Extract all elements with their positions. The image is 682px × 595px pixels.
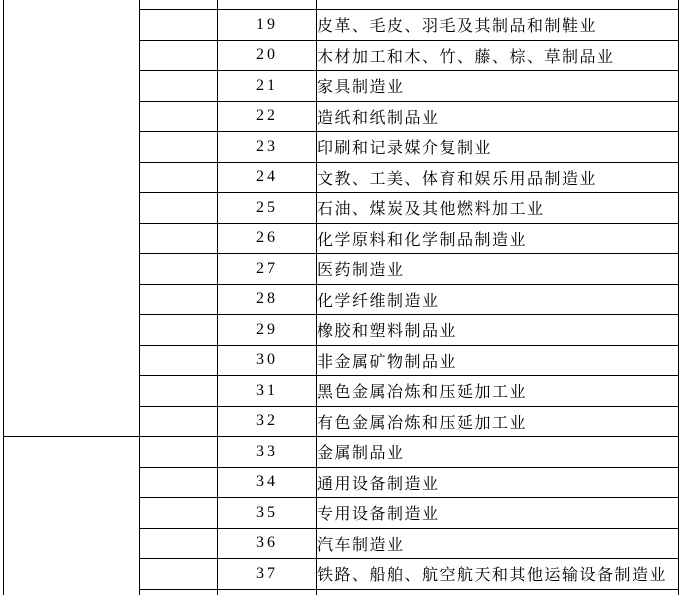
code-cell: 29 (218, 315, 317, 346)
industry-cell: 皮革、毛皮、羽毛及其制品和制鞋业 (317, 10, 679, 41)
code-cell: 27 (218, 254, 317, 285)
industry-classification-table (3, 0, 679, 595)
code-cell: 35 (218, 498, 317, 529)
industry-cell: 家具制造业 (317, 71, 679, 102)
spacer-cell (140, 40, 218, 71)
code-cell: 32 (218, 406, 317, 437)
code-cell: 21 (218, 71, 317, 102)
spacer-cell (140, 376, 218, 407)
industry-cell: 化学原料和化学制品制造业 (317, 223, 679, 254)
industry-cell (317, 0, 679, 10)
industry-cell: 医药制造业 (317, 254, 679, 285)
spacer-cell (140, 589, 218, 595)
industry-cell: 专用设备制造业 (317, 498, 679, 529)
industry-cell: 汽车制造业 (317, 528, 679, 559)
code-cell: 22 (218, 101, 317, 132)
group-cell-section-2 (4, 437, 140, 595)
code-cell: 28 (218, 284, 317, 315)
code-cell (218, 589, 317, 595)
spacer-cell (140, 223, 218, 254)
spacer-cell (140, 254, 218, 285)
code-cell: 26 (218, 223, 317, 254)
industry-cell: 橡胶和塑料制品业 (317, 315, 679, 346)
code-cell: 19 (218, 10, 317, 41)
code-cell: 36 (218, 528, 317, 559)
industry-cell: 通用设备制造业 (317, 467, 679, 498)
industry-cell: 造纸和纸制品业 (317, 101, 679, 132)
spacer-cell (140, 162, 218, 193)
code-cell (218, 0, 317, 10)
group-cell-section-1 (4, 0, 140, 437)
industry-cell: 石油、煤炭及其他燃料加工业 (317, 193, 679, 224)
spacer-cell (140, 467, 218, 498)
code-cell: 31 (218, 376, 317, 407)
industry-cell: 木材加工和木、竹、藤、棕、草制品业 (317, 40, 679, 71)
spacer-cell (140, 498, 218, 529)
industry-cell: 金属制品业 (317, 437, 679, 468)
spacer-cell (140, 528, 218, 559)
industry-cell: 化学纤维制造业 (317, 284, 679, 315)
spacer-cell (140, 0, 218, 10)
industry-cell: 文教、工美、体育和娱乐用品制造业 (317, 162, 679, 193)
industry-cell (317, 589, 679, 595)
code-cell: 33 (218, 437, 317, 468)
industry-cell: 印刷和记录媒介复制业 (317, 132, 679, 163)
table-row (4, 437, 679, 468)
code-cell: 30 (218, 345, 317, 376)
industry-cell: 铁路、船舶、航空航天和其他运输设备制造业 (317, 559, 679, 590)
spacer-cell (140, 559, 218, 590)
industry-cell: 黑色金属冶炼和压延加工业 (317, 376, 679, 407)
spacer-cell (140, 284, 218, 315)
industry-cell: 有色金属冶炼和压延加工业 (317, 406, 679, 437)
spacer-cell (140, 132, 218, 163)
spacer-cell (140, 345, 218, 376)
spacer-cell (140, 406, 218, 437)
spacer-cell (140, 10, 218, 41)
code-cell: 25 (218, 193, 317, 224)
code-cell: 34 (218, 467, 317, 498)
spacer-cell (140, 71, 218, 102)
spacer-cell (140, 315, 218, 346)
spacer-cell (140, 437, 218, 468)
spacer-cell (140, 101, 218, 132)
code-cell: 37 (218, 559, 317, 590)
code-cell: 20 (218, 40, 317, 71)
table-row-partial-top (4, 0, 679, 10)
spacer-cell (140, 193, 218, 224)
industry-cell: 非金属矿物制品业 (317, 345, 679, 376)
code-cell: 24 (218, 162, 317, 193)
code-cell: 23 (218, 132, 317, 163)
